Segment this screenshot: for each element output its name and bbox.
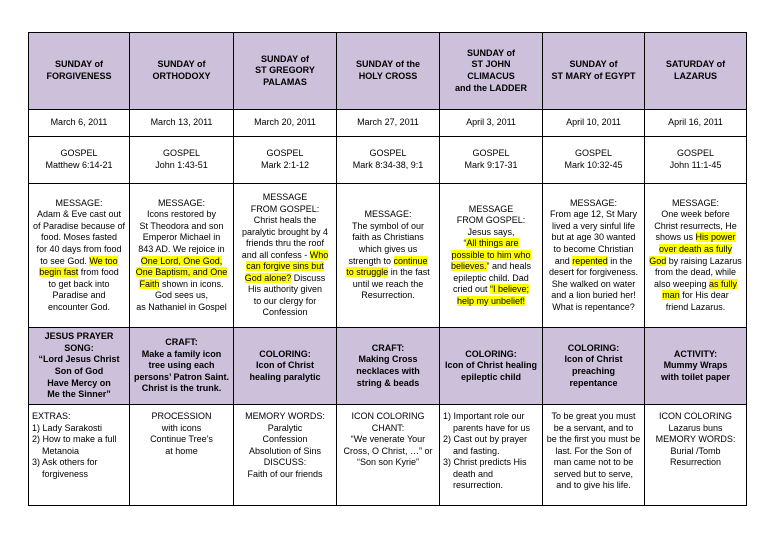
message-line: faith as Christians xyxy=(352,232,424,243)
activity-line: Son of God xyxy=(54,366,104,376)
extras-row xyxy=(29,405,747,506)
header-line: SATURDAY of xyxy=(665,59,726,70)
message-cell xyxy=(543,184,645,328)
highlighted-text: One Baptism, and One xyxy=(135,267,228,278)
activity-line: JESUS PRAYER SONG: xyxy=(44,331,114,353)
gospel-cell xyxy=(645,137,747,184)
message-line: food. Moses fasted xyxy=(40,232,118,243)
text-segment: ” and heals xyxy=(486,261,532,272)
extras-line: 3) Christ predicts His death and resurrection. xyxy=(443,457,527,491)
message-line xyxy=(648,290,743,302)
date-cell: March 13, 2011 xyxy=(130,110,234,137)
activity-line: Icon of Christ healing xyxy=(444,360,537,371)
message-line: Adam & Eve cast out xyxy=(36,209,122,220)
header-line: HOLY CROSS xyxy=(358,71,418,81)
activity-cell xyxy=(337,328,440,405)
extras-line: ICON COLORING xyxy=(658,411,732,421)
header-line: LAZARUS xyxy=(674,71,717,81)
extras-line: at home xyxy=(165,445,198,456)
extras-line: CHANT: xyxy=(371,422,405,433)
activity-line: COLORING: xyxy=(259,348,311,359)
activity-row xyxy=(29,328,747,405)
activity-line: string & beads xyxy=(356,377,420,388)
column-header-2 xyxy=(130,33,234,110)
highlighted-text: repented xyxy=(572,255,608,266)
message-line: epileptic child. Dad xyxy=(453,272,529,283)
extras-line: 1) Lady Sarakosti xyxy=(32,422,103,433)
message-line xyxy=(32,256,126,268)
message-cell xyxy=(440,184,543,328)
activity-line: Make a family icon xyxy=(141,348,222,359)
message-line xyxy=(340,256,436,268)
message-line: Christ resurrects, He xyxy=(654,220,737,231)
header-line: SUNDAY of the xyxy=(355,59,420,70)
message-line xyxy=(133,256,230,268)
date-cell: March 6, 2011 xyxy=(29,110,130,137)
message-line xyxy=(648,244,743,256)
message-line xyxy=(32,267,126,279)
extras-cell xyxy=(337,405,440,506)
message-line: to become Christian xyxy=(553,243,634,254)
extras-line: 2) How to make a full Metanoia xyxy=(32,434,117,456)
message-line: encounter God. xyxy=(47,301,111,312)
message-line: Paradise and xyxy=(52,290,106,301)
message-line: What is repentance? xyxy=(552,301,635,312)
text-segment: also weeping xyxy=(653,278,710,289)
activity-line: Christ is the trunk. xyxy=(141,383,222,394)
extras-cell xyxy=(645,405,747,506)
gospel-line: GOSPEL xyxy=(676,148,714,159)
extras-line: ICON COLORING xyxy=(351,411,425,421)
message-line: for 40 days from food xyxy=(36,243,122,254)
gospel-line: GOSPEL xyxy=(369,148,407,159)
activity-line: Making Cross xyxy=(358,354,418,365)
text-segment: and xyxy=(554,255,573,266)
message-line xyxy=(133,267,230,279)
message-line: until we reach the xyxy=(352,278,424,289)
message-line xyxy=(237,250,333,262)
message-line xyxy=(546,256,641,268)
highlighted-text: continue xyxy=(393,255,428,266)
text-segment: shows us xyxy=(655,232,696,243)
text-segment: by raising Lazarus xyxy=(666,255,742,266)
activity-line: “Lord Jesus Christ xyxy=(38,354,120,365)
extras-line: Absolution of Sins xyxy=(248,445,322,456)
text-segment: shown in icons. xyxy=(159,278,224,289)
date-cell: March 20, 2011 xyxy=(234,110,337,137)
extras-cell xyxy=(543,405,645,506)
extras-line: served but to serve, xyxy=(553,468,634,479)
extras-line: Faith of our friends xyxy=(247,468,323,479)
highlighted-text: God xyxy=(649,255,667,266)
message-line: friend Lazarus. xyxy=(665,301,726,312)
message-line: of Paradise because of xyxy=(32,220,126,231)
message-line: to get back into xyxy=(48,278,110,289)
activity-line: preaching xyxy=(571,366,615,376)
activity-cell xyxy=(234,328,337,405)
header-line: and the LADDER xyxy=(455,82,527,93)
extras-line: Cross, O Christ, …” or xyxy=(343,445,433,456)
message-line: St Theodora and son xyxy=(139,220,224,231)
message-line: Icons restored by xyxy=(146,209,217,220)
activity-cell xyxy=(130,328,234,405)
message-line: Jesus says, xyxy=(467,226,515,237)
highlighted-text: We too xyxy=(89,255,118,266)
activity-cell xyxy=(440,328,543,405)
highlighted-text: help my unbelief! xyxy=(456,295,526,306)
gospel-line: Mark 9:17-31 xyxy=(464,160,518,170)
header-line: CLIMACUS xyxy=(467,71,515,81)
gospel-cell xyxy=(440,137,543,184)
activity-line: repentance xyxy=(569,377,618,388)
extras-cell xyxy=(29,405,130,506)
message-cell xyxy=(29,184,130,328)
gospel-cell xyxy=(543,137,645,184)
date-row xyxy=(29,110,747,137)
extras-line: with icons xyxy=(161,422,202,433)
message-line: paralytic brought by 4 xyxy=(241,226,329,237)
message-line xyxy=(443,261,539,273)
column-header-6 xyxy=(543,33,645,110)
extras-line: MEMORY WORDS: xyxy=(655,434,736,445)
extras-line: man came not to be xyxy=(553,457,634,468)
header-line: SUNDAY of xyxy=(157,59,206,70)
header-line: PALAMAS xyxy=(263,76,307,87)
highlighted-text: to struggle xyxy=(346,267,389,278)
header-line: SUNDAY of xyxy=(466,47,515,58)
text-segment: “ xyxy=(463,238,467,249)
column-header-7 xyxy=(645,33,747,110)
activity-line: healing paralytic xyxy=(249,371,321,382)
message-line xyxy=(237,261,333,273)
message-line: and a lion buried her! xyxy=(551,290,636,301)
text-segment: cried out xyxy=(452,284,490,295)
extras-line: “Son son Kyrie” xyxy=(356,457,420,468)
message-line xyxy=(340,267,436,279)
activity-line: tree using each xyxy=(148,360,215,371)
header-line: SUNDAY of xyxy=(569,59,618,70)
highlighted-text: Faith xyxy=(139,278,160,289)
text-segment: from food xyxy=(78,267,119,278)
extras-line: Continue Tree’s xyxy=(150,434,213,445)
extras-cell xyxy=(130,405,234,506)
extras-line: MEMORY WORDS: xyxy=(245,411,325,421)
header-line: FORGIVENESS xyxy=(46,71,112,81)
activity-line: COLORING: xyxy=(567,342,620,353)
extras-line: To be great you must xyxy=(551,411,636,421)
activity-line: Me the Sinner” xyxy=(47,389,111,400)
message-line: From age 12, St Mary xyxy=(549,209,638,220)
message-line: MESSAGE: xyxy=(157,197,205,208)
gospel-line: John 11:1-45 xyxy=(669,160,722,170)
message-line xyxy=(648,232,743,244)
gospel-line: GOSPEL xyxy=(162,148,200,159)
extras-line: Lazarus buns xyxy=(668,422,723,433)
highlighted-text: can forgive sins but xyxy=(246,261,324,272)
activity-cell xyxy=(543,328,645,405)
message-line xyxy=(443,284,539,296)
column-header-4 xyxy=(337,33,440,110)
highlighted-text: possible to him who xyxy=(451,249,531,260)
activity-line: Icon of Christ xyxy=(256,360,314,371)
message-line: FROM GOSPEL: xyxy=(456,215,526,226)
message-line xyxy=(133,279,230,291)
text-segment: to see God. xyxy=(40,255,90,266)
message-line xyxy=(443,238,539,250)
extras-line: 2) Cast out by prayer and fasting. xyxy=(443,434,528,456)
message-row xyxy=(29,184,747,328)
message-line: desert for forgiveness. xyxy=(548,267,639,278)
activity-line: necklaces with xyxy=(356,366,420,376)
activity-cell xyxy=(29,328,130,405)
header-line: ST MARY of EGYPT xyxy=(551,71,636,81)
message-line: God sees us, xyxy=(154,290,209,301)
activity-line: Icon of Christ xyxy=(564,354,623,365)
extras-line: be the first you must be xyxy=(546,434,641,445)
gospel-line: GOSPEL xyxy=(472,148,510,159)
highlighted-text: as fully xyxy=(709,278,738,289)
message-line: from the dead, while xyxy=(654,267,737,278)
date-cell: April 3, 2011 xyxy=(440,110,543,137)
column-header-3 xyxy=(234,33,337,110)
message-line: FROM GOSPEL: xyxy=(250,203,320,214)
extras-line: Burial /Tomb xyxy=(670,445,721,456)
gospel-line: GOSPEL xyxy=(266,148,304,159)
date-cell: March 27, 2011 xyxy=(337,110,440,137)
gospel-line: GOSPEL xyxy=(574,148,612,159)
extras-line: last. For the Son of xyxy=(555,445,632,456)
activity-line: Have Mercy on xyxy=(47,377,111,388)
header-line: ORTHODOXY xyxy=(152,71,211,81)
gospel-row xyxy=(29,137,747,184)
gospel-line: Mark 10:32-45 xyxy=(564,160,623,170)
column-header-5 xyxy=(440,33,543,110)
gospel-cell xyxy=(130,137,234,184)
message-cell xyxy=(645,184,747,328)
date-cell: April 10, 2011 xyxy=(543,110,645,137)
extras-cell xyxy=(234,405,337,506)
gospel-cell xyxy=(29,137,130,184)
text-segment: strength to xyxy=(348,255,394,266)
message-line: She walked on water xyxy=(551,278,636,289)
gospel-line: GOSPEL xyxy=(60,148,98,159)
gospel-cell xyxy=(234,137,337,184)
highlighted-text: begin fast xyxy=(39,267,79,278)
highlighted-text: man xyxy=(662,290,680,301)
message-line xyxy=(648,256,743,268)
extras-line: 3) Ask others for forgiveness xyxy=(32,457,98,479)
message-cell xyxy=(130,184,234,328)
gospel-line: Mark 8:34-38, 9:1 xyxy=(352,160,424,170)
message-line: but at age 30 wanted xyxy=(551,232,636,243)
message-line xyxy=(443,250,539,262)
highlighted-text: All things are xyxy=(466,238,519,249)
message-line: MESSAGE xyxy=(262,192,308,203)
message-line: The symbol of our xyxy=(351,220,425,231)
message-cell xyxy=(337,184,440,328)
highlighted-text: One Lord, One God, xyxy=(140,255,223,266)
extras-line: EXTRAS: xyxy=(32,411,71,421)
message-line: Emperor Michael in xyxy=(142,232,221,243)
activity-line: persons’ Patron Saint. xyxy=(133,371,230,382)
message-line xyxy=(237,273,333,285)
gospel-line: Mark 2:1-12 xyxy=(260,160,310,170)
header-line: ST GREGORY xyxy=(255,65,315,76)
activity-line: CRAFT: xyxy=(165,337,198,348)
text-segment: for His dear xyxy=(679,290,729,301)
extras-line: be a servant, and to xyxy=(553,422,634,433)
gospel-cell xyxy=(337,137,440,184)
text-segment: Discuss xyxy=(291,272,326,283)
extras-line: Paralytic xyxy=(267,422,303,433)
message-line: Confession xyxy=(262,307,308,318)
message-line xyxy=(648,279,743,291)
activity-line: epileptic child xyxy=(460,371,521,382)
lent-schedule-table xyxy=(28,32,747,506)
message-cell xyxy=(234,184,337,328)
extras-line: PROCESSION xyxy=(151,411,212,421)
header-line: SUNDAY of xyxy=(54,59,103,70)
extras-line: DISCUSS: xyxy=(263,457,307,468)
gospel-line: John 1:43-51 xyxy=(155,160,208,170)
highlighted-text: His power xyxy=(695,232,736,243)
text-segment: in the fast xyxy=(388,267,430,278)
activity-line: Mummy Wraps xyxy=(663,360,728,371)
message-line: One week before xyxy=(661,209,730,220)
message-line: Resurrection. xyxy=(361,290,415,301)
extras-line: “We venerate Your xyxy=(350,434,426,445)
message-line: which gives us xyxy=(358,243,418,254)
message-line: MESSAGE: xyxy=(364,209,412,220)
column-header-1 xyxy=(29,33,130,110)
message-line: to our clergy for xyxy=(253,295,317,306)
message-line: MESSAGE: xyxy=(569,197,617,208)
message-line: Christ heals the xyxy=(253,215,317,226)
message-line: MESSAGE: xyxy=(55,197,103,208)
message-line: lived a very sinful life xyxy=(551,220,636,231)
extras-line: and to give his life. xyxy=(556,480,631,491)
message-line: His authority given xyxy=(247,284,323,295)
extras-line: 1) Important role our parents have for us xyxy=(443,411,531,433)
activity-line: with toilet paper xyxy=(660,371,730,382)
extras-line: Confession xyxy=(262,434,308,445)
gospel-line: Matthew 6:14-21 xyxy=(45,160,113,170)
highlighted-text: God alone? xyxy=(244,272,292,283)
activity-line: COLORING: xyxy=(465,348,517,359)
date-cell: April 16, 2011 xyxy=(645,110,747,137)
header-row xyxy=(29,33,747,110)
highlighted-text: “I believe; xyxy=(490,284,530,295)
highlighted-text: over death as fully xyxy=(658,243,733,254)
highlighted-text: believes. xyxy=(450,261,487,272)
activity-line: CRAFT: xyxy=(371,342,405,353)
message-line: MESSAGE xyxy=(468,203,514,214)
message-line: as Nathaniel in Gospel xyxy=(136,301,227,312)
activity-line: ACTIVITY: xyxy=(673,348,718,359)
header-line: SUNDAY of xyxy=(260,53,309,64)
message-line: friends thru the roof xyxy=(245,238,325,249)
highlighted-text: Who xyxy=(309,249,329,260)
extras-line: Resurrection xyxy=(669,457,722,468)
message-line xyxy=(443,296,539,308)
message-line: MESSAGE: xyxy=(671,197,719,208)
text-segment: and all confess - xyxy=(241,249,310,260)
extras-cell xyxy=(440,405,543,506)
header-line: ST JOHN xyxy=(471,59,511,70)
text-segment: in the xyxy=(607,255,633,266)
activity-cell xyxy=(645,328,747,405)
message-line: 843 AD. We rejoice in xyxy=(138,243,225,254)
